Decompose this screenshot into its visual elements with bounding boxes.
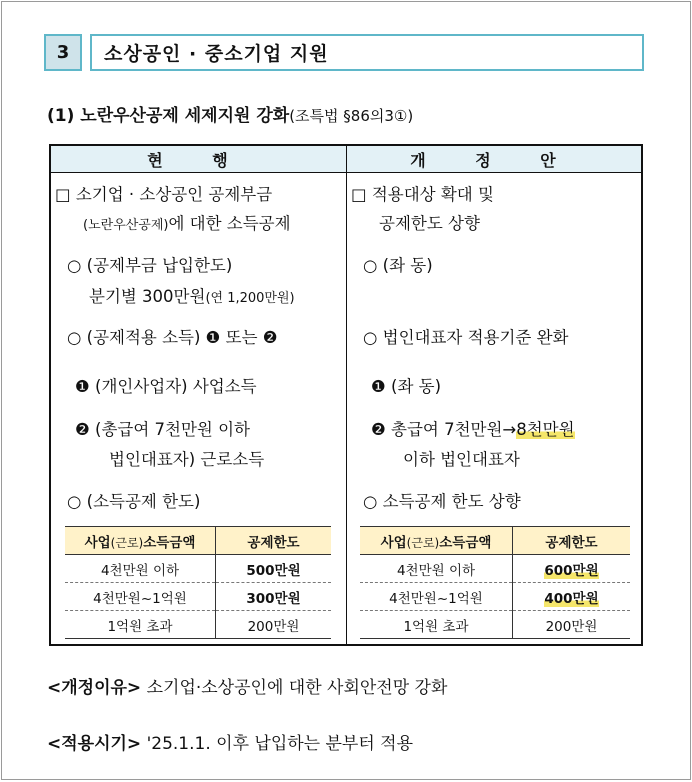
col-income-pre: 사업: [84, 534, 111, 551]
col-limit: 공제한도: [513, 527, 631, 555]
table-row: [360, 611, 630, 639]
section-header: [44, 34, 644, 71]
cell-income: 4천만원 이하: [360, 555, 513, 583]
col-limit: 공제한도: [216, 527, 332, 555]
current-item1-rest: 에 대한 소득공제: [168, 214, 291, 233]
current-opt2-line1: ❷ (총급여 7천만원 이하: [75, 420, 250, 439]
col-income: [65, 527, 216, 555]
table-row: [65, 555, 331, 583]
table-row: [360, 583, 630, 611]
revised-opt2-pre: ❷ 총급여 7천만원→: [371, 420, 517, 439]
current-opt1: ❶ (개인사업자) 사업소득: [75, 377, 257, 396]
section-number: 3: [44, 34, 82, 71]
subtitle: [47, 101, 413, 126]
col-income-note: (근로): [110, 535, 144, 550]
revised-item1-line1: □ 적용대상 확대 및: [351, 185, 494, 204]
cell-limit: [513, 555, 631, 583]
current-item1-note: (노란우산공제): [83, 218, 169, 233]
table-row: [360, 555, 630, 583]
header-current: 현 행: [51, 146, 347, 172]
current-sub3: ○ (소득공제 한도): [67, 492, 201, 511]
revised-sub2: ○ 법인대표자 적용기준 완화: [363, 328, 569, 347]
effective-text: '25.1.1. 이후 납입하는 분부터 적용: [146, 734, 413, 754]
table-row: [65, 583, 331, 611]
revised-opt2-highlight: 8천만원: [516, 420, 575, 439]
cell-income: 1억원 초과: [360, 611, 513, 639]
cell-limit: [513, 583, 631, 611]
col-income-pre: 사업: [380, 534, 407, 551]
current-sub1: ○ (공제부금 납입한도): [67, 256, 233, 275]
revised-limit-table: [360, 526, 630, 639]
current-sub1-detail-main: 분기별 300만원: [89, 287, 206, 306]
cell-limit: 500만원: [216, 555, 332, 583]
comparison-header: [51, 146, 641, 173]
reason-text: 소기업·소상공인에 대한 사회안전망 강화: [146, 678, 448, 698]
section-title: 소상공인 · 중소기업 지원: [90, 34, 644, 71]
header-revised: 개 정 안: [347, 146, 641, 172]
current-opt2-line2: 법인대표자) 근로소득: [109, 450, 265, 469]
col-income: [360, 527, 513, 555]
cell-limit-highlight: 400만원: [544, 590, 599, 607]
revised-opt2-line1: [371, 416, 575, 440]
table-header-row: [65, 527, 331, 555]
revised-sub1: ○ (좌 동): [363, 256, 433, 275]
current-item1-line1: □ 소기업 · 소상공인 공제부금: [55, 185, 273, 204]
amendment-reason: [47, 673, 447, 698]
cell-income: 4천만원 이하: [65, 555, 216, 583]
cell-limit: 200만원: [513, 611, 631, 639]
table-header-row: [360, 527, 630, 555]
current-sub1-detail-note: (연 1,200만원): [205, 291, 295, 306]
reason-label: <개정이유>: [47, 678, 142, 698]
comparison-table: [49, 144, 643, 646]
effective-label: <적용시기>: [47, 734, 142, 754]
cell-limit: 200만원: [216, 611, 332, 639]
col-income-post: 소득금액: [143, 534, 196, 551]
current-item1-line2: [83, 210, 291, 234]
column-divider: [346, 172, 347, 644]
revised-item1-line2: 공제한도 상향: [379, 214, 480, 233]
current-sub2: ○ (공제적용 소득) ❶ 또는 ❷: [67, 328, 278, 347]
cell-limit: 300만원: [216, 583, 332, 611]
document-page: [1, 1, 691, 780]
col-income-note: (근로): [406, 535, 440, 550]
subtitle-main: (1) 노란우산공제 세제지원 강화: [47, 106, 290, 126]
revised-sub3: ○ 소득공제 한도 상향: [363, 492, 521, 511]
cell-income: 4천만원~1억원: [360, 583, 513, 611]
table-row: [65, 611, 331, 639]
effective-date: [47, 729, 413, 754]
revised-opt1: ❶ (좌 동): [371, 377, 442, 396]
col-income-post: 소득금액: [439, 534, 492, 551]
cell-income: 4천만원~1억원: [65, 583, 216, 611]
cell-limit-highlight: 600만원: [544, 562, 599, 579]
revised-opt2-line2: 이하 법인대표자: [403, 450, 520, 469]
current-sub1-detail: [89, 283, 295, 307]
cell-income: 1억원 초과: [65, 611, 216, 639]
current-limit-table: [65, 526, 331, 639]
subtitle-reference: (조특법 §86의3①): [289, 107, 414, 125]
